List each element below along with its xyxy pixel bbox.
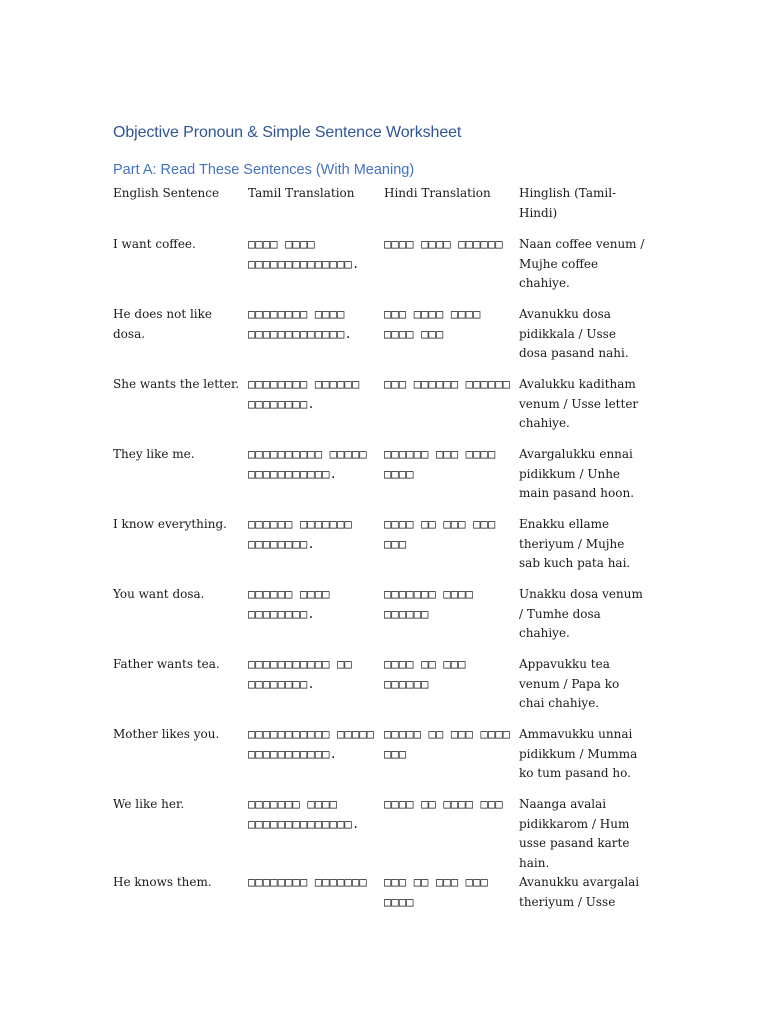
cell-hinglish: Avargalukku ennai pidikkum / Unhe main pasand hoon. <box>519 447 635 500</box>
table-row <box>113 585 653 655</box>
table-row <box>113 235 653 305</box>
cell-hindi: □□□□□□ □□□ □□□□ □□□□ <box>384 447 496 481</box>
cell-hindi: □□□ □□□□ □□□□ □□□□ □□□ <box>384 307 481 341</box>
cell-hindi: □□□ □□ □□□ □□□ □□□□ <box>384 875 488 909</box>
cell-hinglish: Avanukku dosa pidikkala / Usse dosa pasand nahi. <box>519 307 629 360</box>
cell-hindi: □□□□□ □□ □□□ □□□□ □□□ <box>384 727 511 761</box>
cell-english: They like me. <box>113 447 195 461</box>
cell-tamil: □□□□ □□□□ □□□□□□□□□□□□□□. <box>248 237 360 271</box>
cell-hinglish: Avanukku avargalai theriyum / Usse <box>519 875 640 909</box>
cell-english: I want coffee. <box>113 237 196 251</box>
cell-hindi: □□□□□□□ □□□□ □□□□□□ <box>384 587 474 621</box>
cell-english: She wants the letter. <box>113 377 240 391</box>
header-english: English Sentence <box>113 186 220 200</box>
cell-hinglish: Enakku ellame theriyum / Mujhe sab kuch pata hai. <box>519 517 631 570</box>
cell-tamil: □□□□□□□□ □□□□□□ □□□□□□□□. <box>248 377 360 411</box>
table-row <box>113 445 653 515</box>
cell-hindi: □□□□ □□ □□□ □□□□□□ <box>384 657 466 691</box>
cell-tamil: □□□□□□□□□□ □□□□□ □□□□□□□□□□□. <box>248 447 367 481</box>
header-tamil: Tamil Translation <box>248 186 355 200</box>
table-row <box>113 655 653 725</box>
cell-english: He does not like dosa. <box>113 307 212 341</box>
cell-tamil: □□□□□□ □□□□ □□□□□□□□. <box>248 587 330 621</box>
cell-hinglish: Ammavukku unnai pidikkum / Mumma ko tum pasand ho. <box>519 727 638 780</box>
cell-tamil: □□□□□□ □□□□□□□ □□□□□□□□. <box>248 517 352 551</box>
cell-hindi: □□□□ □□ □□□□ □□□ <box>384 797 503 811</box>
page-title: Objective Pronoun & Simple Sentence Worksheet <box>113 124 462 141</box>
header-hindi: Hindi Translation <box>384 186 491 200</box>
cell-english: Father wants tea. <box>113 657 220 671</box>
table-row <box>113 795 653 873</box>
table-row <box>113 305 653 375</box>
header-hinglish: Hinglish (Tamil-Hindi) <box>519 186 617 220</box>
cell-english: We like her. <box>113 797 185 811</box>
cell-tamil: □□□□□□□□□□□ □□□□□ □□□□□□□□□□□. <box>248 727 375 761</box>
cell-hindi: □□□□ □□ □□□ □□□ □□□ <box>384 517 496 551</box>
cell-tamil: □□□□□□□□□□□ □□ □□□□□□□□. <box>248 657 352 691</box>
table-row <box>113 515 653 585</box>
cell-hindi: □□□□ □□□□ □□□□□□ <box>384 237 503 251</box>
table-row <box>113 725 653 795</box>
cell-english: I know everything. <box>113 517 227 531</box>
table-row <box>113 375 653 445</box>
cell-english: Mother likes you. <box>113 727 220 741</box>
cell-hinglish: Unakku dosa venum / Tumhe dosa chahiye. <box>519 587 643 640</box>
cell-hinglish: Avalukku kaditham venum / Usse letter chahiye. <box>519 377 639 430</box>
cell-tamil: □□□□□□□□ □□□□ □□□□□□□□□□□□□. <box>248 307 352 341</box>
cell-tamil: □□□□□□□ □□□□ □□□□□□□□□□□□□□. <box>248 797 360 831</box>
cell-hinglish: Appavukku tea venum / Papa ko chai chahiye. <box>519 657 620 710</box>
cell-tamil: □□□□□□□□ □□□□□□□ <box>248 875 367 889</box>
section-heading-part-a: Part A: Read These Sentences (With Meaning) <box>113 162 415 178</box>
cell-english: He knows them. <box>113 875 212 889</box>
cell-hindi: □□□ □□□□□□ □□□□□□ <box>384 377 511 391</box>
cell-hinglish: Naan coffee venum / Mujhe coffee chahiye. <box>519 237 645 290</box>
cell-hinglish: Naanga avalai pidikkarom / Hum usse pasand karte hain. <box>519 797 630 870</box>
cell-english: You want dosa. <box>113 587 205 601</box>
translation-table <box>113 184 653 943</box>
table-row <box>113 873 653 943</box>
table-header-row <box>113 184 653 235</box>
